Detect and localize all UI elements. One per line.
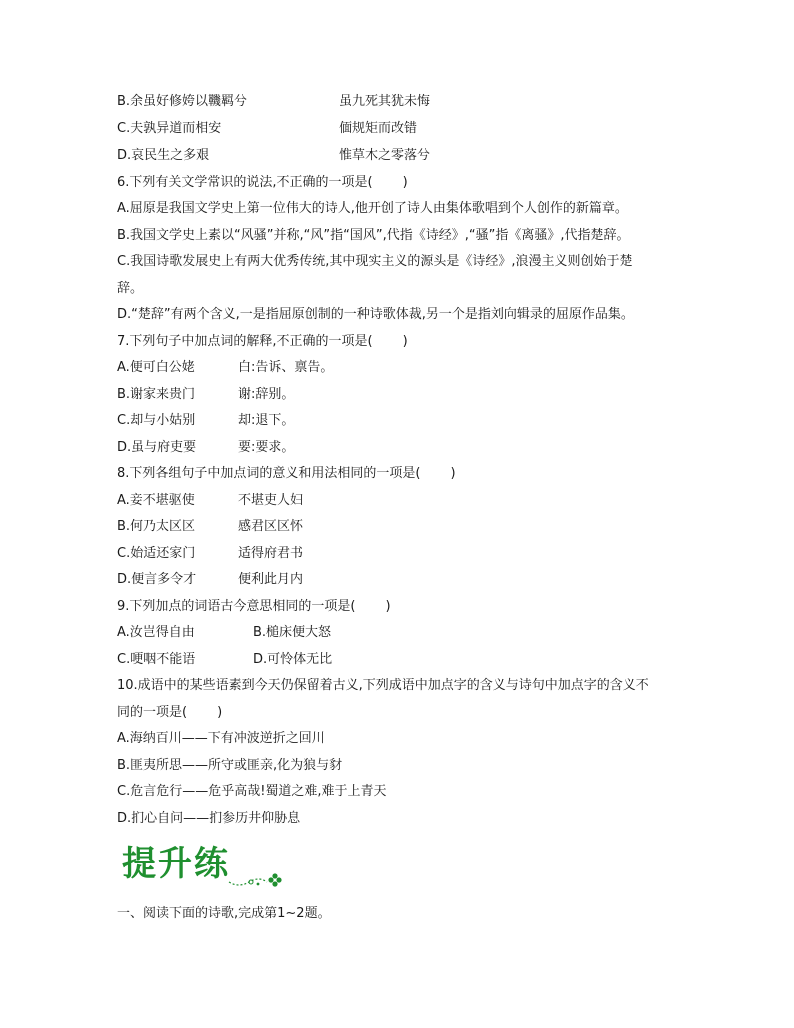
- q6-option-c-line2: 辞。: [117, 281, 144, 296]
- question-stem: 同的一项是(: [117, 705, 188, 720]
- decorative-flourish-icon: [227, 866, 287, 890]
- q10-option-d: D.扪心自问——扪参历井仰胁息: [117, 811, 301, 826]
- option-a: A.汝岂得自由: [117, 625, 195, 640]
- option-pair-text: 惟草木之零落兮: [339, 148, 431, 163]
- option-text: A.便可白公姥: [117, 360, 195, 375]
- option-explanation: 白:告诉、禀告。: [238, 360, 334, 375]
- q7-option-c: [117, 412, 295, 430]
- q8-option-b: [117, 518, 304, 536]
- q7-stem: [117, 333, 408, 351]
- q10-option-b: B.匪夷所思——所守或匪亲,化为狼与豺: [117, 758, 343, 773]
- option-pair-text: 便利此月内: [238, 572, 304, 587]
- option-pair-text: 偭规矩而改错: [339, 121, 418, 136]
- section-instruction: 一、阅读下面的诗歌,完成第1~2题。: [117, 906, 331, 921]
- answer-paren-close: ): [450, 466, 456, 481]
- answer-paren-close: ): [217, 705, 223, 720]
- question-stem: 9.下列加点的词语古今意思相同的一项是(: [117, 599, 356, 614]
- question-stem: 8.下列各组句子中加点词的意义和用法相同的一项是(: [117, 466, 421, 481]
- section-brand: [122, 842, 282, 892]
- option-text: C.却与小姑别: [117, 413, 196, 428]
- option-text: C.夫孰异道而相安: [117, 121, 222, 136]
- option-text: A.妾不堪驱使: [117, 493, 195, 508]
- q8-stem: [117, 465, 456, 483]
- option-explanation: 谢:辞别。: [238, 387, 295, 402]
- q10-stem-line1: 10.成语中的某些语素到今天仍保留着古义,下列成语中加点字的含义与诗句中加点字的含义不: [117, 678, 649, 693]
- q6-stem: [117, 174, 408, 192]
- q7-option-d: [117, 439, 295, 457]
- section-brand-title: 提升练: [122, 844, 230, 884]
- question-stem: 7.下列句子中加点词的解释,不正确的一项是(: [117, 334, 373, 349]
- option-text: C.始适还家门: [117, 546, 196, 561]
- option-text: B.谢家来贵门: [117, 387, 196, 402]
- option-pair-text: 虽九死其犹未悔: [339, 94, 431, 109]
- option-text: B.余虽好修姱以鞿羁兮: [117, 94, 248, 109]
- q10-option-a: A.海纳百川——下有冲波逆折之回川: [117, 731, 325, 746]
- q8-option-a: [117, 492, 304, 510]
- q6-option-c-line1: C.我国诗歌发展史上有两大优秀传统,其中现实主义的源头是《诗经》,浪漫主义则创始于楚: [117, 254, 633, 269]
- answer-paren-close: ): [385, 599, 391, 614]
- q9-stem: [117, 598, 391, 616]
- answer-paren-close: ): [402, 334, 408, 349]
- option-text: D.便言多令才: [117, 572, 197, 587]
- q5-option-c: [117, 120, 418, 138]
- option-text: B.何乃太区区: [117, 519, 196, 534]
- q8-option-c: [117, 545, 304, 563]
- q10-option-c: C.危言危行——危乎高哉!蜀道之难,难于上青天: [117, 784, 387, 799]
- question-stem: 6.下列有关文学常识的说法,不正确的一项是(: [117, 175, 373, 190]
- q9-options-row1: [117, 624, 332, 642]
- q7-option-b: [117, 386, 295, 404]
- q5-option-b: [117, 93, 431, 111]
- option-pair-text: 适得府君书: [238, 546, 304, 561]
- q6-option-d: D.“楚辞”有两个含义,一是指屈原创制的一种诗歌体裁,另一个是指刘向辑录的屈原作品集。: [117, 307, 634, 322]
- q10-stem-line2: [117, 704, 222, 722]
- option-text: D.哀民生之多艰: [117, 148, 210, 163]
- q7-option-a: [117, 359, 334, 377]
- option-explanation: 却:退下。: [238, 413, 295, 428]
- q6-option-b: B.我国文学史上素以“风骚”并称,“风”指“国风”,代指《诗经》,“骚”指《离骚》,代指楚辞。: [117, 228, 630, 243]
- answer-paren-close: ): [402, 175, 408, 190]
- option-d: D.可怜体无比: [253, 652, 333, 667]
- option-pair-text: 不堪吏人妇: [238, 493, 304, 508]
- q5-option-d: [117, 147, 431, 165]
- option-text: D.虽与府吏要: [117, 440, 197, 455]
- q9-options-row2: [117, 651, 333, 669]
- option-pair-text: 感君区区怀: [238, 519, 304, 534]
- option-explanation: 要:要求。: [238, 440, 295, 455]
- option-c: C.哽咽不能语: [117, 652, 196, 667]
- q8-option-d: [117, 571, 304, 589]
- option-b: B.槌床便大怒: [253, 625, 332, 640]
- q6-option-a: A.屈原是我国文学史上第一位伟大的诗人,他开创了诗人由集体歌唱到个人创作的新篇章。: [117, 201, 628, 216]
